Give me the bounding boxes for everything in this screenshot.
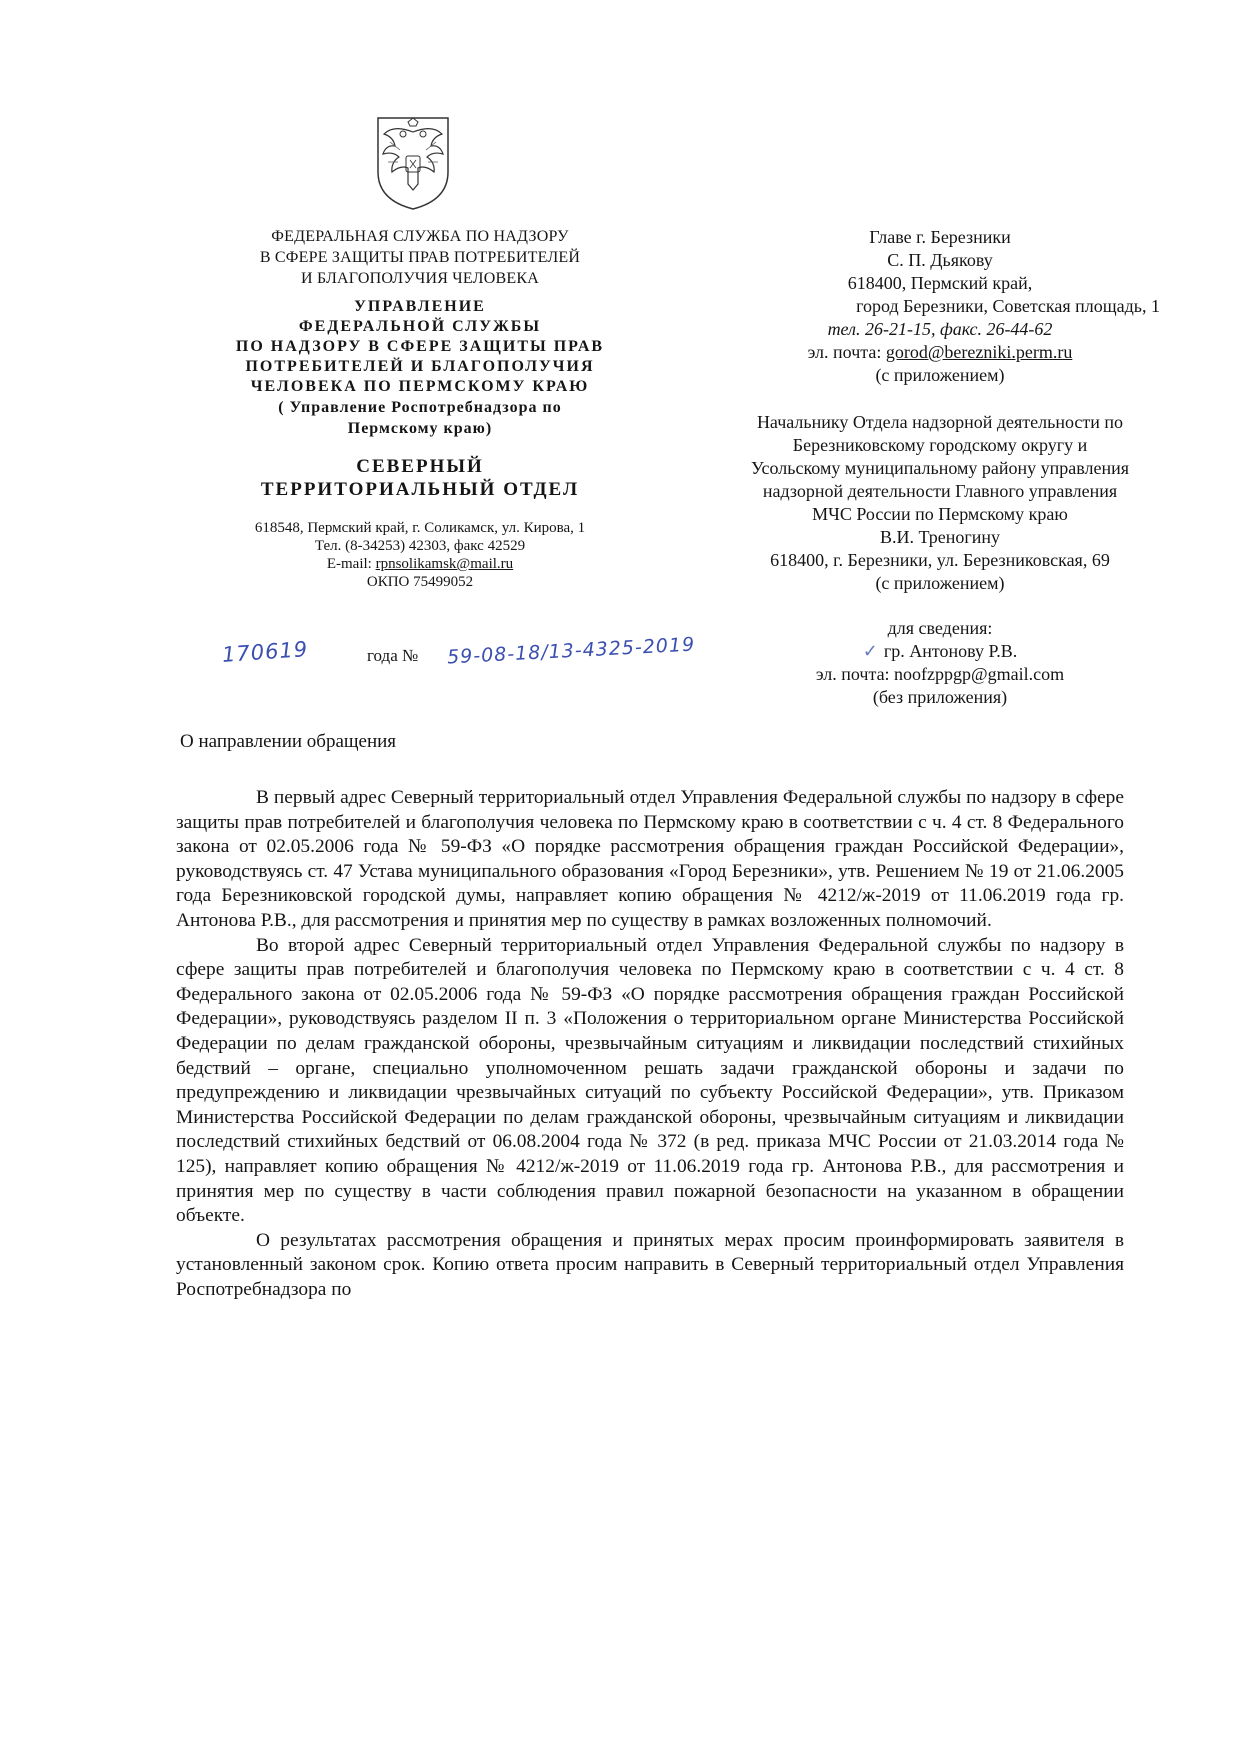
recipient-2-line: (с приложением) xyxy=(875,573,1005,593)
recipient-2-line: 618400, г. Березники, ул. Березниковская, 69 xyxy=(770,550,1110,570)
department-short-line: ( Управление Роспотребнадзора по xyxy=(278,399,562,416)
registration-label: года № xyxy=(367,646,419,665)
body-paragraph: Во второй адрес Северный территориальный отдел Управления Федеральной службы по надзору в сфере защиты прав потребителей и благополучия человека по Пермскому краю в соответствии с ч. 4 ст. 8 Федерального закона от 02.05.2006 года № 59-ФЗ «О порядке рассмотрения обращения граждан Российской Федерации», руководствуясь разделом II п. 3 «Положения о территориальном органе Министерства Российской Федерации по делам гражданской обороны, чрезвычайным ситуациям и ликвидации последствий стихийных бедствий – органе, специально уполномоченном решать задачи гражданской обороны и задачи по предупреждению и ликвидации чрезвычайных ситуаций по субъекту Российской Федерации», утв. Приказом Министерства Российской Федерации по делам гражданской обороны, чрезвычайным ситуациям и ликвидации последствий стихийных бедствий от 06.08.2004 года № 372 (в ред. приказа МЧС России от 21.03.2014 года № 125), направляет копию обращения № 4212/ж-2019 от 11.06.2019 года гр. Антонова Р.В., для рассмотрения и принятия мер по существу в части соблюдения правил пожарной безопасности на указанном в обращении объекте. xyxy=(176,934,1124,1227)
recipient-1-line: Главе г. Березники xyxy=(869,227,1011,247)
recipient-2 xyxy=(700,411,1180,595)
recipient-2-line: Начальнику Отдела надзорной деятельности по xyxy=(756,412,1124,432)
recipient-2-line: Усольскому муниципальному району управления xyxy=(750,458,1130,478)
checkmark-icon: ✓ xyxy=(862,641,878,661)
agency-name xyxy=(190,226,650,289)
sender-email-line xyxy=(190,555,650,573)
agency-line: В СФЕРЕ ЗАЩИТЫ ПРАВ ПОТРЕБИТЕЛЕЙ xyxy=(259,249,581,266)
recipient-2-line: МЧС России по Пермскому краю xyxy=(812,504,1068,524)
registration-date: 170619 xyxy=(221,637,309,667)
sender-okpo: ОКПО 75499052 xyxy=(366,574,474,590)
registration-number: 59-08-18/13-4325-2019 xyxy=(446,633,696,669)
unit-name xyxy=(190,455,650,501)
agency-line: И БЛАГОПОЛУЧИЯ ЧЕЛОВЕКА xyxy=(301,270,539,287)
recipients-block xyxy=(700,226,1180,709)
department-short-line: Пермскому краю) xyxy=(347,420,493,437)
coat-of-arms-emblem xyxy=(370,112,456,212)
unit-line: СЕВЕРНЫЙ xyxy=(356,456,484,477)
department-line: ФЕДЕРАЛЬНОЙ СЛУЖБЫ xyxy=(298,318,542,335)
recipient-2-line: В.И. Треногину xyxy=(879,527,1001,547)
recipient-1-phone: тел. 26-21-15, факс. 26-44-62 xyxy=(827,319,1053,339)
recipient-2-line: Березниковскому городскому округу и xyxy=(792,435,1088,455)
agency-line: ФЕДЕРАЛЬНАЯ СЛУЖБА ПО НАДЗОРУ xyxy=(271,228,569,245)
recipient-1-line: С. П. Дьякову xyxy=(887,250,993,270)
cc-name-line xyxy=(700,640,1180,663)
recipient-1 xyxy=(700,226,1180,387)
sender-email[interactable]: rpnsolikamsk@mail.ru xyxy=(375,556,514,572)
cc-label: для сведения: xyxy=(887,618,993,638)
department-line: ПОТРЕБИТЕЛЕЙ И БЛАГОПОЛУЧИЯ xyxy=(245,358,595,375)
unit-line: ТЕРРИТОРИАЛЬНЫЙ ОТДЕЛ xyxy=(260,479,580,500)
body-paragraph: В первый адрес Северный территориальный отдел Управления Федеральной службы по надзору в сфере защиты прав потребителей и благополучия человека по Пермскому краю в соответствии с ч. 4 ст. 8 Федерального закона от 02.05.2006 года № 59-ФЗ «О порядке рассмотрения обращения граждан Российской Федерации», руководствуясь ст. 47 Устава муниципального образования «Город Березники», утв. Решением № 19 от 21.06.2005 года Березниковской городской думы, направляет копию обращения № 4212/ж-2019 от 11.06.2019 года гр. Антонова Р.В., для рассмотрения и принятия мер по существу в рамках возложенных полномочий. xyxy=(176,787,1124,931)
sender-phone: Тел. (8-34253) 42303, факс 42529 xyxy=(314,538,526,554)
body-paragraph: О результатах рассмотрения обращения и принятых мерах просим проинформировать заявителя в установленный законом срок. Копию ответа просим направить в Северный территориальный отдел Управления Роспотребнадзора по xyxy=(176,1229,1124,1300)
cc-name: гр. Антонову Р.В. xyxy=(883,641,1018,661)
registration-line xyxy=(221,633,782,670)
recipient-2-line: надзорной деятельности Главного управления xyxy=(762,481,1118,501)
recipient-1-email-label: эл. почта: xyxy=(807,342,886,362)
sender-header xyxy=(190,226,650,591)
recipient-1-note: (с приложением) xyxy=(875,365,1005,385)
sender-email-label: E-mail: xyxy=(326,556,376,572)
recipient-1-email[interactable]: gorod@berezniki.perm.ru xyxy=(885,342,1073,362)
cc-recipient xyxy=(700,617,1180,709)
department-short-name xyxy=(190,397,650,439)
cc-note: (без приложения) xyxy=(872,687,1008,707)
sender-contacts xyxy=(190,519,650,591)
recipient-1-email-line xyxy=(700,341,1180,364)
letter-body xyxy=(176,786,1124,1302)
department-name xyxy=(190,297,650,397)
recipient-1-line: 618400, Пермский край, xyxy=(847,273,1033,293)
recipient-1-line: город Березники, Советская площадь, 1 xyxy=(856,296,1160,316)
cc-email: эл. почта: noofzppgp@gmail.com xyxy=(815,664,1065,684)
department-line: УПРАВЛЕНИЕ xyxy=(354,298,486,315)
department-line: ПО НАДЗОРУ В СФЕРЕ ЗАЩИТЫ ПРАВ xyxy=(235,338,605,355)
letter-subject: О направлении обращения xyxy=(180,731,397,752)
department-line: ЧЕЛОВЕКА ПО ПЕРМСКОМУ КРАЮ xyxy=(250,378,590,395)
sender-address: 618548, Пермский край, г. Соликамск, ул. Кирова, 1 xyxy=(254,520,586,536)
